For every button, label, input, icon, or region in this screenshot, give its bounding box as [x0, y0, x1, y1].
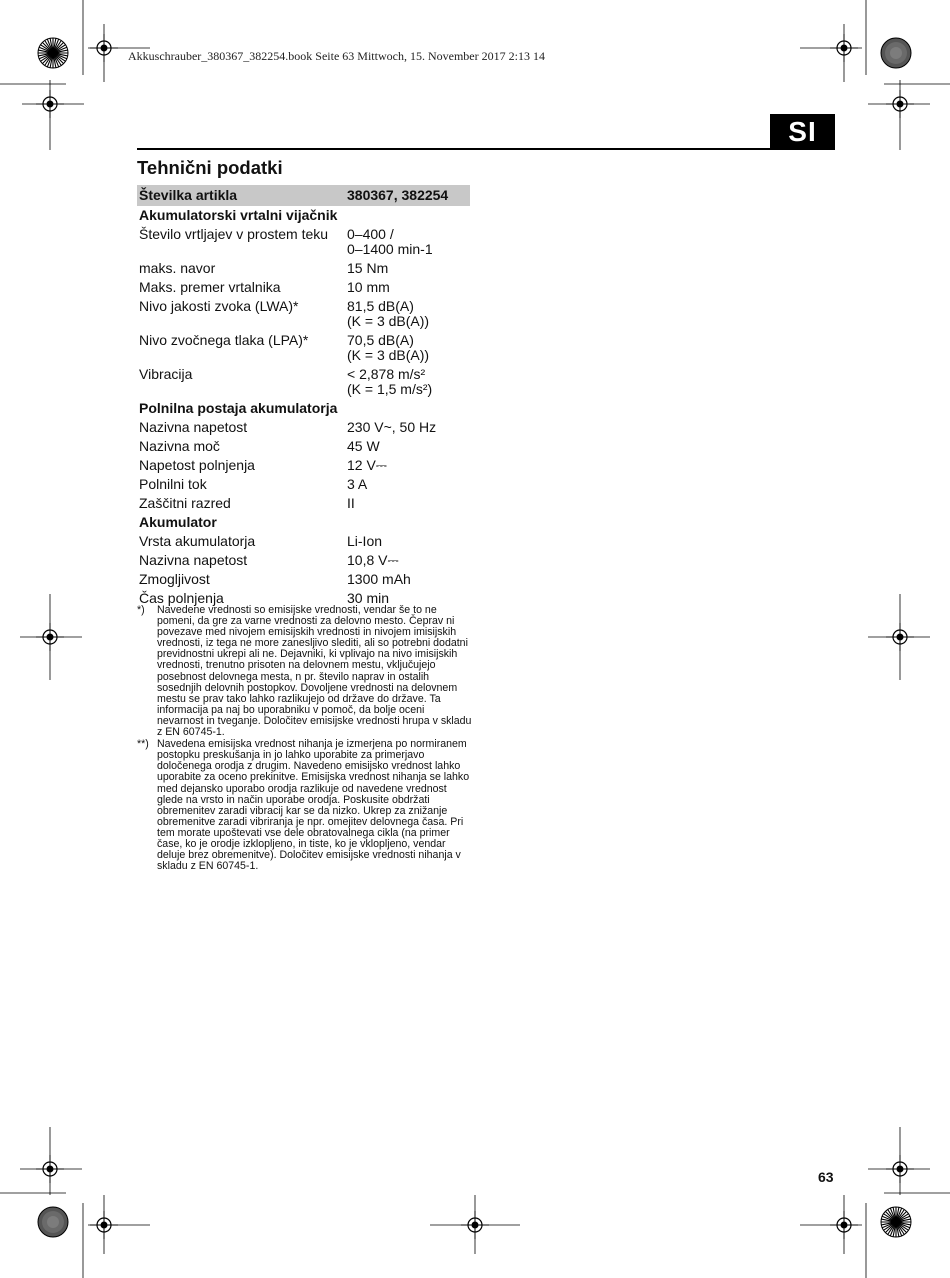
header-rule — [137, 148, 835, 150]
spec-label: Nazivna moč — [139, 438, 220, 454]
spec-value-line: (K = 3 dB(A)) — [347, 313, 430, 329]
footnote-mark: **) — [137, 738, 149, 751]
spec-label: Maks. premer vrtalnika — [139, 279, 281, 295]
spec-label: Vibracija — [139, 366, 193, 382]
footnote-text: Navedena emisijska vrednost nihanja je izmerjena po normiranem postopku preskušanja in jo lahko uporabite za primerjavo določenega orodja z drugim. Navedeno emisijsko vrednost lahko uporabite za oceno prekinitve. Emisijska vrednost nihanja se lahko med dejansko uporabo orodja razlikuje od navedene vrednost glede na vrsto in način uporabe orodja. Poskusite obdržati obremenitev zaradi vibracij kar se da nizko. Ukrep za znižanje obremenitve zaradi vibriranja je npr. omejitev delovnega časa. Pri tem morate upoštevati vse dele obratovalnega cikla (na primer čase, ko je orodje izklopljeno, in tiste, ko je vklopljeno, vendar deluje brez obremenitve). Določitev emisijske vrednosti nihanja v skladu z EN 60745-1. — [157, 738, 470, 873]
spec-value-line: (K = 3 dB(A)) — [347, 347, 430, 363]
spec-label: Čas polnjenja — [139, 590, 224, 606]
spec-group-title: Polnilna postaja akumulatorja — [139, 400, 338, 416]
spec-group-row — [137, 399, 470, 418]
spec-value-line: 0–1400 min-1 — [347, 241, 433, 257]
spec-row — [137, 259, 470, 278]
spec-row — [137, 437, 470, 456]
spec-value-line: < 2,878 m/s² — [347, 366, 426, 382]
footnote-mark: *) — [137, 604, 145, 616]
spec-value-line: 0–400 / — [347, 226, 394, 242]
spec-label: Nivo zvočnega tlaka (LPA)* — [139, 332, 309, 348]
spec-row — [137, 278, 470, 297]
spec-group-title: Akumulatorski vrtalni vijačnik — [139, 207, 338, 223]
spec-label: Nivo jakosti zvoka (LWA)* — [139, 298, 299, 314]
spec-label: Zmogljivost — [139, 571, 210, 587]
spec-header-row — [137, 185, 470, 206]
spec-row — [137, 494, 470, 513]
spec-value — [343, 259, 470, 278]
spec-label: Vrsta akumulatorja — [139, 533, 256, 549]
spec-value-line: 81,5 dB(A) — [347, 298, 414, 314]
spec-value — [343, 331, 470, 365]
footnotes — [137, 605, 472, 873]
spec-value-line: 70,5 dB(A) — [347, 332, 414, 348]
spec-label: Nazivna napetost — [139, 552, 248, 568]
spec-value-line: 10 mm — [347, 279, 390, 295]
spec-group-row — [137, 206, 470, 225]
spec-value — [343, 437, 470, 456]
spec-row — [137, 418, 470, 437]
section-title: Tehnični podatki — [137, 157, 283, 178]
spec-value — [343, 456, 470, 475]
spec-value — [343, 475, 470, 494]
spec-value — [343, 418, 470, 437]
spec-row — [137, 365, 470, 399]
spec-header-label: Številka artikla — [137, 185, 343, 206]
footnote — [137, 605, 472, 738]
spec-header-value: 380367, 382254 — [343, 185, 470, 206]
spec-value-line: 230 V~, 50 Hz — [347, 419, 437, 435]
spec-value — [343, 297, 470, 331]
spec-value-line: 15 Nm — [347, 260, 389, 276]
spec-label: Napetost polnjenja — [139, 457, 255, 473]
spec-row — [137, 570, 470, 589]
spec-value-line: 3 A — [347, 476, 368, 492]
spec-value — [343, 532, 470, 551]
spec-table — [137, 185, 470, 608]
spec-row — [137, 532, 470, 551]
spec-label: Zaščitni razred — [139, 495, 231, 511]
spec-row — [137, 331, 470, 365]
spec-value — [343, 278, 470, 297]
spec-label: Nazivna napetost — [139, 419, 248, 435]
spec-label: maks. navor — [139, 260, 216, 276]
spec-value — [343, 551, 470, 570]
spec-value-line: II — [347, 495, 355, 511]
spec-value-line: (K = 1,5 m/s²) — [347, 381, 433, 397]
footnote — [137, 739, 472, 872]
spec-group-title: Akumulator — [139, 514, 217, 530]
spec-row — [137, 475, 470, 494]
spec-value — [343, 494, 470, 513]
page-number: 63 — [818, 1169, 834, 1185]
spec-value-line: 12 V⎓ — [347, 457, 387, 473]
spec-row — [137, 551, 470, 570]
spec-label: Število vrtljajev v prostem teku — [139, 226, 329, 242]
spec-value-line: 1300 mAh — [347, 571, 411, 587]
print-header: Akkuschrauber_380367_382254.book Seite 63 Mittwoch, 15. November 2017 2:13 14 — [128, 49, 545, 63]
spec-row — [137, 225, 470, 259]
spec-label: Polnilni tok — [139, 476, 207, 492]
spec-value — [343, 225, 470, 259]
spec-value-line: 10,8 V⎓ — [347, 552, 399, 568]
spec-row — [137, 456, 470, 475]
spec-group-row — [137, 513, 470, 532]
language-tab: SI — [770, 114, 835, 150]
spec-value — [343, 570, 470, 589]
spec-value-line: Li-Ion — [347, 533, 383, 549]
spec-row — [137, 297, 470, 331]
spec-value — [343, 365, 470, 399]
spec-value-line: 30 min — [347, 590, 390, 606]
spec-value-line: 45 W — [347, 438, 380, 454]
footnote-text: Navedene vrednosti so emisijske vrednosti, vendar še to ne pomeni, da gre za varne vrednosti za delovno mesto. Čeprav ni povezave med nivojem emisijskih vrednosti in nivojem imisijskih vrednosti, iz tega ne more zanesljivo slediti, ali so potrebni dodatni previdnostni ukrepi ali ne. Dejavniki, ki vplivajo na nivo imisijskih vrednosti, trenutno prisoten na delovnem mestu, vključujejo posebnost delovnega mesta, n pr. število naprav in ostalih sosednjih delovnih postopkov. Dovoljene vrednosti na delovnem mestu se prav tako lahko razlikujejo od države do države. Ta informacija pa naj bo uporabniku v pomoč, da bolje oceni nevarnost in tveganje. Določitev emisijske vrednosti hrupa v skladu z EN 60745-1. — [157, 604, 472, 739]
